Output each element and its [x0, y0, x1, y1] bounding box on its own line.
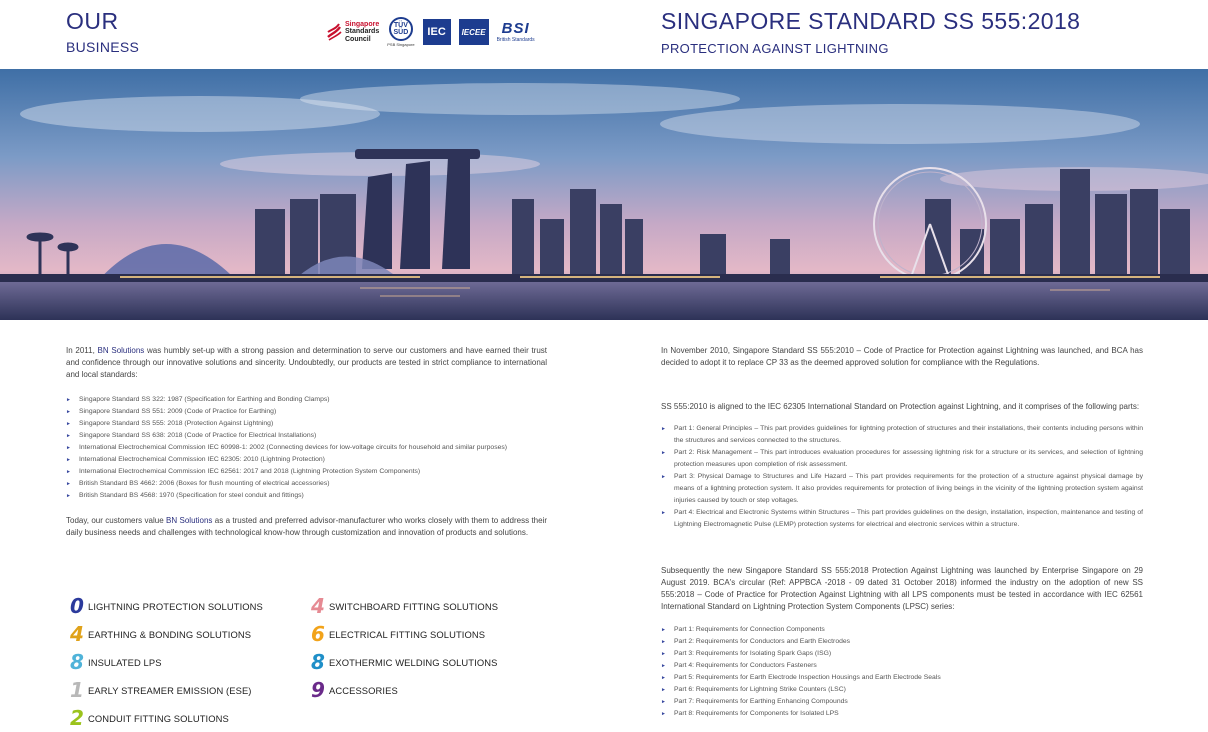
category-label: ELECTRICAL FITTING SOLUTIONS [329, 628, 486, 640]
list-item: ► Part 8: Requirements for Components for Isolated LPS [661, 708, 1143, 720]
bsi-logo: BSI British Standards [496, 20, 535, 43]
intro-paragraph: In 2011, BN Solutions was humbly set-up with a strong passion and determination to serve our customers and have earned their trust and confidence through our innovative solutions and sincerity. Undoubtedly, our products are tested in strict compliance to international and local standards: [66, 346, 548, 379]
category-label: EARTHING & BONDING SOLUTIONS [88, 628, 252, 640]
category-electrical-fitting [307, 623, 485, 645]
list-item: ► Part 2: Requirements for Conductors and Earth Electrodes [661, 636, 1143, 648]
category-number-icon: 8 [70, 650, 84, 674]
ss555-parts-list [661, 423, 1143, 531]
list-item: ► International Electrochemical Commission IEC 60998-1: 2002 (Connecting devices for low-voltage circuits for household and similar purposes) [66, 442, 547, 454]
category-label: LIGHTNING PROTECTION SOLUTIONS [88, 600, 263, 612]
right-column [661, 345, 1143, 720]
category-number-icon: 6 [311, 622, 325, 646]
category-label: CONDUIT FITTING SOLUTIONS [88, 712, 229, 724]
today-paragraph: Today, our customers value BN Solutions as a trusted and preferred advisor-manufacturer who works closely with them to address their daily business needs and challenges with technological know-how through customization and innovation of products and solutions. [66, 516, 548, 537]
list-item: ► Part 4: Requirements for Conductors Fasteners [661, 660, 1143, 672]
header-right [661, 8, 1080, 56]
skyline-illustration [0, 69, 1208, 320]
list-item: ► Singapore Standard SS 555: 2018 (Protection Against Lightning) [66, 418, 547, 430]
list-item: ► Part 1: Requirements for Connection Components [661, 624, 1143, 636]
category-ese [66, 679, 252, 701]
category-label: SWITCHBOARD FITTING SOLUTIONS [329, 600, 499, 612]
list-item: ► Singapore Standard SS 322: 1987 (Specification for Earthing and Bonding Clamps) [66, 394, 547, 406]
category-earthing-bonding [66, 623, 251, 645]
category-number-icon: 1 [70, 678, 84, 702]
singapore-standards-council-logo [326, 21, 379, 44]
tuv-sud-logo: TÜV SÜD PSB Singapore [387, 17, 414, 47]
page-title-left: OUR [66, 8, 119, 34]
left-column [66, 345, 547, 539]
lpsc-parts-list [661, 624, 1143, 720]
category-number-icon: 8 [311, 650, 325, 674]
category-conduit-fitting [66, 707, 229, 729]
category-number-icon: 2 [70, 706, 84, 730]
iec-logo: IEC [423, 19, 451, 45]
list-item: ► Part 6: Requirements for Lightning Strike Counters (LSC) [661, 684, 1143, 696]
header-left [66, 8, 139, 55]
category-lightning-protection [66, 595, 263, 617]
iecee-logo: IECEE [459, 19, 489, 45]
category-label: INSULATED LPS [88, 656, 162, 668]
list-item: ► International Electrochemical Commission IEC 62305: 2010 (Lightning Protection) [66, 454, 547, 466]
ss555-alignment-paragraph: SS 555:2010 is aligned to the IEC 62305 International Standard on Protection against Lightning, and it comprises of the following parts: [661, 402, 1140, 411]
category-number-icon: 9 [311, 678, 325, 702]
solution-categories [66, 595, 566, 731]
page-subtitle-right: PROTECTION AGAINST LIGHTNING [661, 41, 889, 56]
category-label: EARLY STREAMER EMISSION (ESE) [88, 684, 252, 696]
list-item: ► Part 7: Requirements for Earthing Enhancing Compounds [661, 696, 1143, 708]
list-item: ► Part 2: Risk Management – This part introduces evaluation procedures for assessing lightning risk for a structure or its services, and selection of lightning protection measures upon completion of risk assessment. [661, 447, 1143, 471]
category-number-icon: 4 [70, 622, 84, 646]
category-number-icon: 0 [70, 594, 84, 618]
list-item: ► Singapore Standard SS 638: 2018 (Code of Practice for Electrical Installations) [66, 430, 547, 442]
standards-list [66, 394, 547, 502]
ssc-swirl-icon [326, 23, 342, 41]
list-item: ► British Standard BS 4662: 2006 (Boxes for flush mounting of electrical accessories) [66, 478, 547, 490]
brand-name: BN Solutions [97, 346, 145, 355]
page-subtitle-left: BUSINESS [66, 39, 140, 55]
category-label: ACCESSORIES [329, 684, 398, 696]
page-title-right: SINGAPORE STANDARD SS 555:2018 [661, 8, 1081, 34]
category-switchboard-fitting [307, 595, 498, 617]
singapore-skyline-photo [0, 69, 1208, 320]
list-item: ► Part 4: Electrical and Electronic Systems within Structures – This part provides guidelines on the design, installation, inspection, maintenance and testing of Lightning Electromagnetic Pulse (LEMP) protection systems for electrical and electronic services within a structure. [661, 507, 1143, 531]
list-item: ► Part 1: General Principles – This part provides guidelines for lightning protection of structures and their installations, their contents including persons within the structures and services connected to the structures. [661, 423, 1143, 447]
list-item: ► British Standard BS 4568: 1970 (Specification for steel conduit and fittings) [66, 490, 547, 502]
ss555-2018-paragraph: Subsequently the new Singapore Standard SS 555:2018 Protection Against Lightning was launched by Enterprise Singapore on 29 August 2019. BCA's circular (Ref: APPBCA -2018 - 09 dated 31 October 2018) informed the industry on the adoption of new SS 555:2018 – Code of Practice for Protection Against Lightning with all LPS components must be tested in accordance with IEC 62561 International Standard on Lightning Protection System Components (LPSC) series: [661, 566, 1143, 611]
list-item: ► Singapore Standard SS 551: 2009 (Code of Practice for Earthing) [66, 406, 547, 418]
ssc-text: Singapore Standards Council [345, 20, 380, 43]
category-exothermic-welding [307, 651, 497, 673]
category-insulated-lps [66, 651, 162, 673]
list-item: ► Part 5: Requirements for Earth Electrode Inspection Housings and Earth Electrode Seals [661, 672, 1143, 684]
brand-name: BN Solutions [166, 516, 213, 525]
certification-logos [326, 12, 535, 52]
list-item: ► International Electrochemical Commission IEC 62561: 2017 and 2018 (Lightning Protection System Components) [66, 466, 547, 478]
list-item: ► Part 3: Physical Damage to Structures and Life Hazard – This part provides requirements for the protection of a structure against physical damage by means of a lightning protection system. It also provides requirements for protection of living beings in the vicinity of the lightning protection system against injuries caused by touch or step voltages. [661, 471, 1143, 507]
ss555-2010-intro: In November 2010, Singapore Standard SS 555:2010 – Code of Practice for Protection against Lightning was launched, and BCA has decided to adopt it to replace CP 33 as the deemed approved solution for compliance with the Regulations. [661, 346, 1143, 367]
list-item: ► Part 3: Requirements for Isolating Spark Gaps (ISG) [661, 648, 1143, 660]
category-label: EXOTHERMIC WELDING SOLUTIONS [329, 656, 498, 668]
category-accessories [307, 679, 398, 701]
category-number-icon: 4 [311, 594, 325, 618]
